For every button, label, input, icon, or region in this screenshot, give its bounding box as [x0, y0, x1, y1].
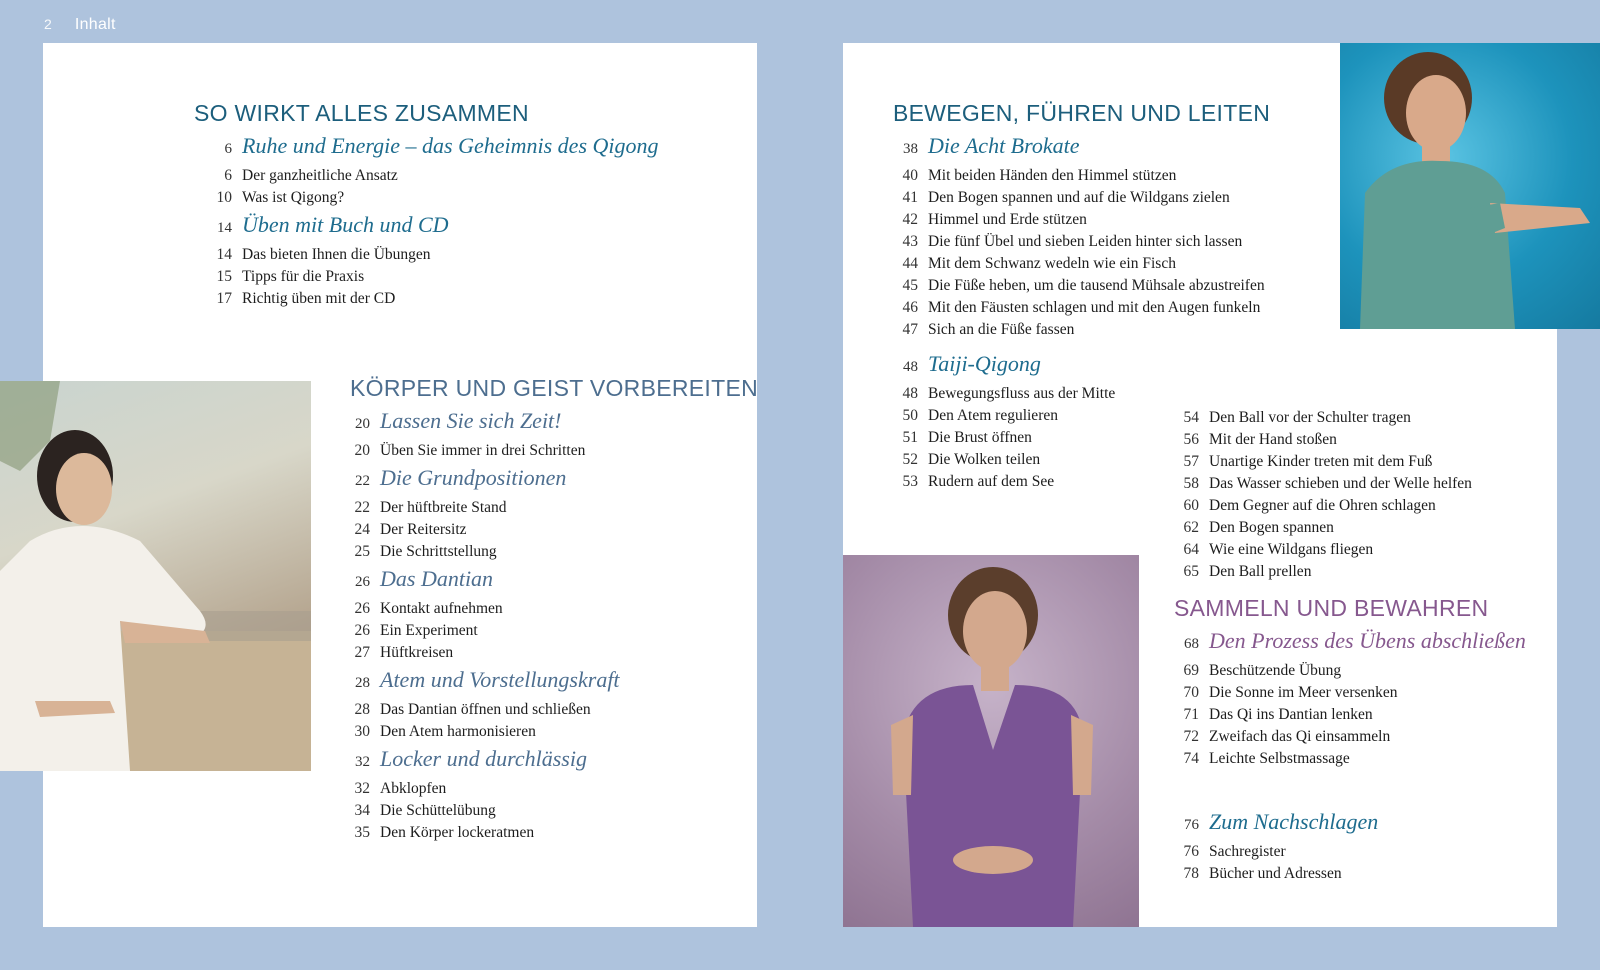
toc-entry[interactable]: 47 Sich an die Füße fassen	[902, 321, 1075, 338]
toc-entry[interactable]: 57 Unartige Kinder treten mit dem Fuß	[1183, 453, 1433, 470]
toc-entry[interactable]: 25 Die Schrittstellung	[354, 543, 497, 560]
section-heading: KÖRPER UND GEIST VORBEREITEN	[350, 375, 758, 401]
chapter[interactable]: 38 Die Acht Brokate	[903, 133, 1080, 158]
toc-entry[interactable]: 26 Kontakt aufnehmen	[354, 600, 503, 617]
chapter[interactable]: 26 Das Dantian	[355, 566, 494, 591]
toc-entry[interactable]: 17 Richtig üben mit der CD	[216, 290, 396, 307]
toc-entry[interactable]: 71 Das Qi ins Dantian lenken	[1183, 706, 1373, 723]
toc-entry[interactable]: 56 Mit der Hand stoßen	[1183, 431, 1337, 448]
toc-entry[interactable]: 27 Hüftkreisen	[354, 644, 454, 661]
chapter[interactable]: 20 Lassen Sie sich Zeit!	[355, 408, 562, 433]
toc-entry[interactable]: 70 Die Sonne im Meer versenken	[1183, 684, 1398, 701]
toc-entry[interactable]: 40 Mit beiden Händen den Himmel stützen	[902, 167, 1177, 184]
photo-taichi-woman	[0, 381, 311, 771]
toc-entry[interactable]: 65 Den Ball prellen	[1183, 563, 1312, 580]
toc-entry[interactable]: 54 Den Ball vor der Schulter tragen	[1183, 409, 1411, 426]
chapter[interactable]: 68 Den Prozess des Übens abschließen	[1184, 628, 1526, 653]
toc-entry[interactable]: 51 Die Brust öffnen	[902, 429, 1032, 446]
toc-entry[interactable]: 28 Das Dantian öffnen und schließen	[354, 701, 591, 718]
toc-entry[interactable]: 53 Rudern auf dem See	[902, 473, 1055, 490]
chapter[interactable]: 28 Atem und Vorstellungskraft	[355, 667, 620, 692]
photo-woman-teal	[1340, 43, 1600, 329]
chapter[interactable]: 14 Üben mit Buch und CD	[217, 212, 449, 237]
toc-entry[interactable]: 32 Abklopfen	[354, 780, 447, 797]
section-koerper	[350, 375, 758, 844]
section-so-wirkt	[194, 100, 659, 310]
section-nachschlagen	[1171, 806, 1378, 885]
toc-entry[interactable]: 15 Tipps für die Praxis	[216, 268, 365, 285]
toc-entry[interactable]: 42 Himmel und Erde stützen	[902, 211, 1087, 228]
toc-entry[interactable]: 26 Ein Experiment	[354, 622, 478, 639]
toc-entry[interactable]: 20 Üben Sie immer in drei Schritten	[354, 442, 586, 459]
toc-entry[interactable]: 76 Sachregister	[1183, 843, 1286, 860]
section-heading: SAMMELN UND BEWAHREN	[1174, 595, 1489, 621]
chapter[interactable]: 48 Taiji-Qigong	[903, 351, 1041, 376]
photo-woman-purple	[843, 555, 1139, 927]
section-heading: BEWEGEN, FÜHREN UND LEITEN	[893, 100, 1271, 126]
toc-entry[interactable]: 24 Der Reitersitz	[354, 521, 467, 538]
toc-entry[interactable]: 50 Den Atem regulieren	[902, 407, 1058, 424]
toc-entry[interactable]: 10 Was ist Qigong?	[216, 189, 345, 206]
toc-entry[interactable]: 43 Die fünf Übel und sieben Leiden hinter sich lassen	[902, 233, 1243, 250]
chapter[interactable]: 22 Die Grundpositionen	[355, 465, 567, 490]
toc-entry[interactable]: 30 Den Atem harmonisieren	[354, 723, 536, 740]
taiji-column-2	[1171, 407, 1472, 583]
toc-entry[interactable]: 22 Der hüftbreite Stand	[354, 499, 507, 516]
page-number: 2	[44, 16, 53, 32]
section-heading: SO WIRKT ALLES ZUSAMMEN	[194, 100, 529, 126]
toc-entry[interactable]: 14 Das bieten Ihnen die Übungen	[216, 246, 431, 263]
toc-entry[interactable]: 52 Die Wolken teilen	[902, 451, 1041, 468]
chapter[interactable]: 76 Zum Nachschlagen	[1184, 809, 1379, 834]
toc-entry[interactable]: 74 Leichte Selbstmassage	[1183, 750, 1350, 767]
toc-entry[interactable]: 72 Zweifach das Qi einsammeln	[1183, 728, 1391, 745]
toc-entry[interactable]: 69 Beschützende Übung	[1183, 662, 1342, 679]
chapter[interactable]: 6 Ruhe und Energie – das Geheimnis des Qigong	[224, 133, 659, 158]
header-title: Inhalt	[74, 16, 116, 33]
toc-entry[interactable]: 6 Der ganzheitliche Ansatz	[224, 167, 398, 184]
chapter[interactable]: 32 Locker und durchlässig	[355, 746, 587, 771]
section-sammeln	[1174, 595, 1526, 770]
toc-entry[interactable]: 45 Die Füße heben, um die tausend Mühsale abzustreifen	[902, 277, 1265, 294]
toc-entry[interactable]: 34 Die Schüttelübung	[354, 802, 496, 819]
toc-entry[interactable]: 44 Mit dem Schwanz wedeln wie ein Fisch	[902, 255, 1176, 272]
toc-entry[interactable]: 58 Das Wasser schieben und der Welle helfen	[1183, 475, 1472, 492]
toc-entry[interactable]: 78 Bücher und Adressen	[1183, 865, 1342, 882]
toc-entry[interactable]: 60 Dem Gegner auf die Ohren schlagen	[1183, 497, 1436, 514]
running-header	[44, 16, 116, 34]
toc-entry[interactable]: 48 Bewegungsfluss aus der Mitte	[902, 385, 1116, 402]
toc-entry[interactable]: 46 Mit den Fäusten schlagen und mit den Augen funkeln	[902, 299, 1261, 316]
toc-entry[interactable]: 41 Den Bogen spannen und auf die Wildgans zielen	[902, 189, 1230, 206]
toc-entry[interactable]: 64 Wie eine Wildgans fliegen	[1183, 541, 1374, 558]
toc-entry[interactable]: 35 Den Körper lockeratmen	[354, 824, 535, 841]
toc-entry[interactable]: 62 Den Bogen spannen	[1183, 519, 1334, 536]
